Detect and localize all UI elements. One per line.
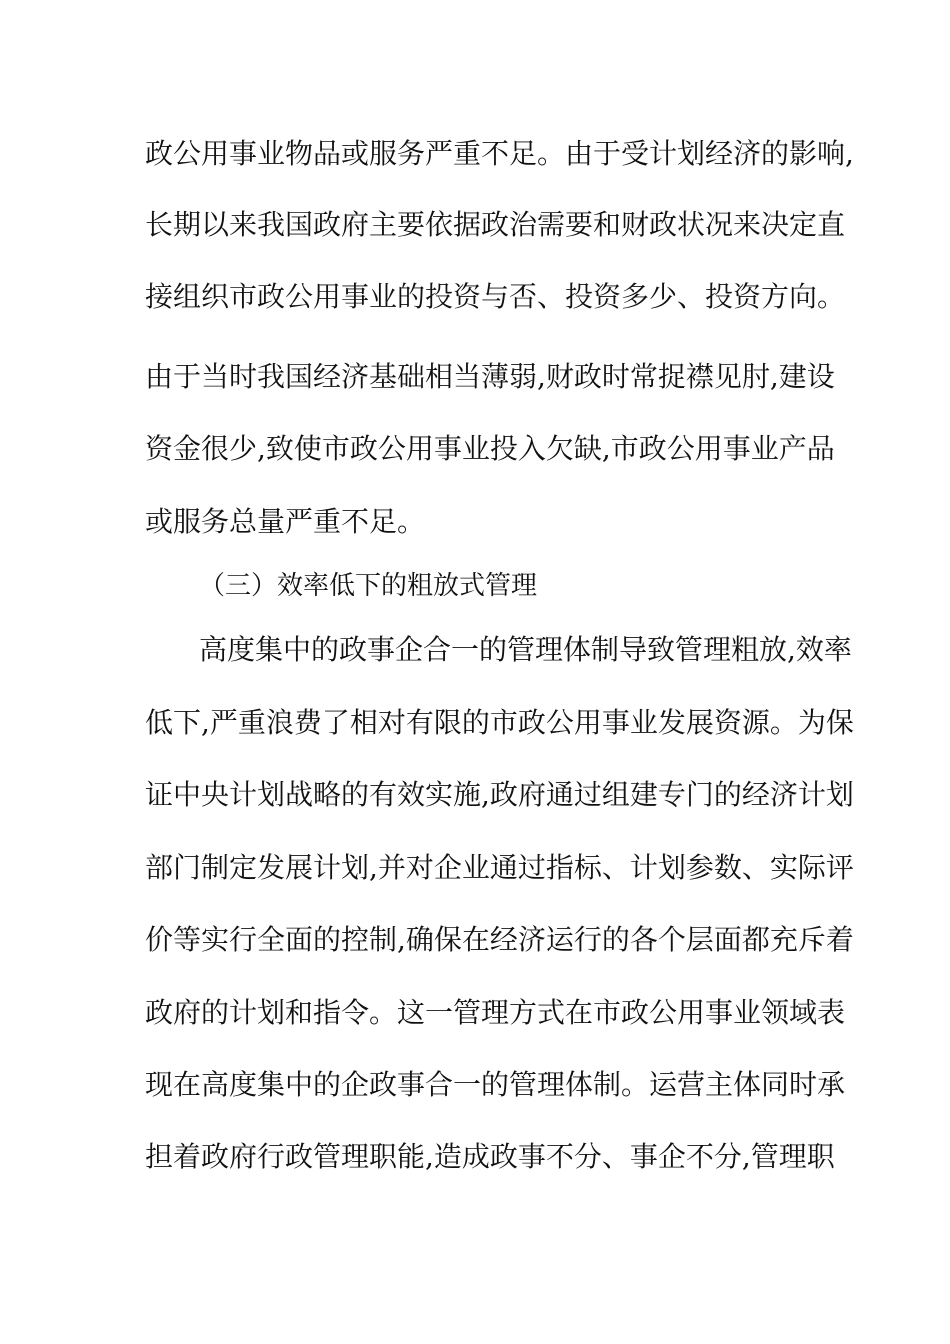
paragraph-line: 政公用事业物品或服务严重不足。由于受计划经济的影响, <box>145 137 854 170</box>
paragraph-line: 价等实行全面的控制,确保在经济运行的各个层面都充斥着 <box>145 923 854 956</box>
paragraph-line: 部门制定发展计划,并对企业通过指标、计划参数、实际评 <box>145 851 854 884</box>
paragraph-line: 低下,严重浪费了相对有限的市政公用事业发展资源。为保 <box>145 706 854 739</box>
paragraph-line: 政府的计划和指令。这一管理方式在市政公用事业领域表 <box>145 996 846 1029</box>
paragraph-line: 接组织市政公用事业的投资与否、投资多少、投资方向。 <box>145 280 846 313</box>
paragraph-line: 由于当时我国经济基础相当薄弱,财政时常捉襟见肘,建设 <box>145 360 835 393</box>
paragraph-line: 长期以来我国政府主要依据政治需要和财政状况来决定直 <box>145 208 846 241</box>
paragraph-line: 高度集中的政事企合一的管理体制导致管理粗放,效率 <box>199 633 852 666</box>
paragraph-line: 资金很少,致使市政公用事业投入欠缺,市政公用事业产品 <box>145 432 835 465</box>
paragraph-line: 担着政府行政管理职能,造成政事不分、事企不分,管理职 <box>145 1140 835 1173</box>
section-heading: （三）效率低下的粗放式管理 <box>199 571 538 601</box>
paragraph-line: 现在高度集中的企政事合一的管理体制。运营主体同时承 <box>145 1068 846 1101</box>
paragraph-line: 或服务总量严重不足。 <box>145 505 426 538</box>
paragraph-line: 证中央计划战略的有效实施,政府通过组建专门的经济计划 <box>145 778 854 811</box>
